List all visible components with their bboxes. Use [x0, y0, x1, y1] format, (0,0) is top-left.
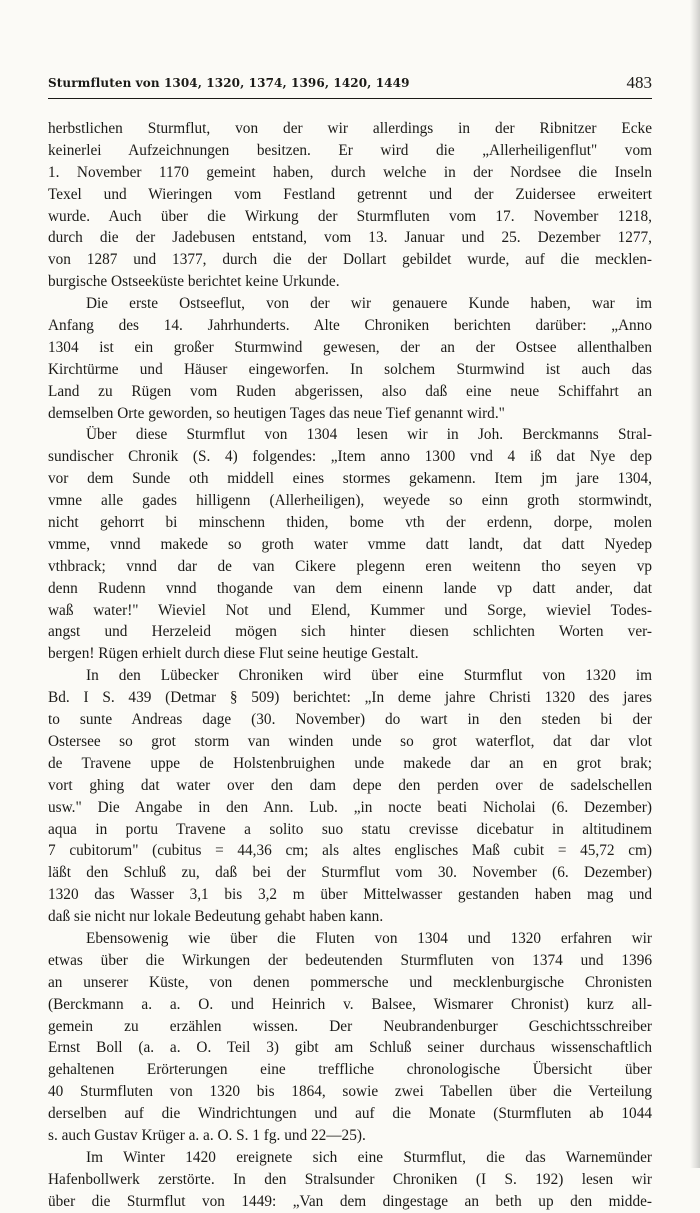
text-line: 7 cubitorum" (cubitus = 44,36 cm; als altes englisches Maß cubit = 45,72 cm): [48, 842, 652, 860]
text-line: usw." Die Angabe in den Ann. Lub. „in nocte beati Nicholai (6. Dezember): [48, 798, 652, 816]
text-line: von 1287 und 1377, durch die der Dollart gebildet wurde, auf die mecklen-: [48, 251, 652, 269]
page-number: 483: [626, 73, 652, 92]
text-line: Hafenbollwerk zerstörte. In den Stralsunder Chroniken (I S. 192) lesen wir: [48, 1170, 652, 1188]
text-line: 1. November 1170 gemeint haben, durch welche in der Nordsee die Inseln: [48, 163, 652, 181]
text-line: aqua in portu Travene a solito suo statu crevisse dicebatur in altitudinem: [48, 820, 652, 838]
text-line: 1320 das Wasser 3,1 bis 3,2 m über Mittelwasser gestanden haben mag und: [48, 886, 652, 904]
text-line: Ebensowenig wie über die Fluten von 1304 und 1320 erfahren wir: [86, 929, 652, 947]
text-line: vmne alle gades hilligenn (Allerheiligen), weyede so einn groth stormwindt,: [48, 492, 652, 510]
text-line: durch die der Jadebusen entstand, vom 13. Januar und 25. Dezember 1277,: [48, 229, 652, 247]
text-line: etwas über die Wirkungen der bedeutenden Sturmfluten von 1374 und 1396: [48, 951, 652, 969]
text-line: vthbrack; vnnd dar de van Cikere plegenn eren weitenn tho seyen vp: [48, 557, 652, 575]
text-line: daß sie nicht nur lokale Bedeutung gehabt haben kann.: [48, 908, 384, 926]
text-line: läßt den Schluß zu, daß bei der Sturmflut vom 30. November (6. Dezember): [48, 864, 652, 882]
text-line: 40 Sturmfluten von 1320 bis 1864, sowie zwei Tabellen über die Verteilung: [48, 1083, 652, 1101]
text-line: vort ghing dat water over den dam depe den perden over de sadelschellen: [48, 776, 652, 794]
paragraph: [48, 1147, 652, 1213]
text-line: 1304 ist ein großer Sturmwind gewesen, der an der Ostsee allenthalben: [48, 338, 652, 356]
text-line: nicht gehorrt bi minschenn thiden, bome vth der erdenn, dorpe, molen: [48, 514, 652, 532]
text-line: Ostersee so grot storm van winden unde so grot waterflot, dat dar vlot: [48, 732, 652, 750]
page-edge-shadow: [690, 0, 700, 1168]
page-header: [48, 73, 652, 98]
text-line: demselben Orte geworden, so heutigen Tages das neue Tief genannt wird.": [48, 404, 505, 422]
running-title: Sturmfluten von 1304, 1320, 1374, 1396, 1420, 1449: [48, 76, 410, 90]
text-line: Über diese Sturmflut von 1304 lesen wir in Joh. Berckmanns Stral-: [86, 426, 652, 444]
text-line: wurde. Auch über die Wirkung der Sturmfluten vom 17. November 1218,: [48, 207, 652, 225]
paragraph: [48, 928, 652, 1147]
text-line: Land zu Rügen vom Ruden abgerissen, also daß eine neue Schiffahrt an: [48, 382, 652, 400]
text-line: Anfang des 14. Jahrhunderts. Alte Chroniken berichten darüber: „Anno: [48, 317, 652, 335]
text-line: waß water!" Wieviel Not und Elend, Kummer und Sorge, wieviel Todes-: [48, 601, 652, 619]
text-line: vor dem Sunde oth middell eines stormes gekamenn. Item jm jare 1304,: [48, 470, 652, 488]
text-line: über die Sturmflut von 1449: „Van dem dingestage an beth up den midde-: [48, 1192, 652, 1210]
text-line: s. auch Gustav Krüger a. a. O. S. 1 fg. und 22—25).: [48, 1126, 366, 1144]
text-line: sundischer Chronik (S. 4) folgendes: „Item anno 1300 vnd 4 iß dat Nye dep: [48, 448, 652, 466]
paragraph: [48, 118, 652, 293]
text-line: burgische Ostseeküste berichtet keine Urkunde.: [48, 273, 340, 291]
text-line: herbstlichen Sturmflut, von der wir allerdings in der Ribnitzer Ecke: [48, 120, 652, 137]
body-text: [48, 118, 652, 1213]
text-line: In den Lübecker Chroniken wird über eine Sturmflut von 1320 im: [86, 667, 652, 685]
text-line: vmme, vnnd makede so groth water vmme datt landt, dat datt Nyedep: [48, 535, 652, 553]
text-line: (Berckmann a. a. O. und Heinrich v. Balsee, Wismarer Chronist) kurz all-: [48, 995, 652, 1013]
text-line: Bd. I S. 439 (Detmar § 509) berichtet: „In deme jahre Christi 1320 des jares: [48, 689, 652, 707]
text-line: gehaltenen Erörterungen eine treffliche chronologische Übersicht über: [48, 1061, 652, 1079]
paragraph: [48, 424, 652, 665]
text-line: Die erste Ostseeflut, von der wir genauere Kunde haben, war im: [86, 295, 652, 313]
text-line: Kirchtürme und Häuser eingeworfen. In solchem Sturmwind ist auch das: [48, 360, 652, 378]
header-rule: [48, 98, 652, 99]
text-line: bergen! Rügen erhielt durch diese Flut seine heutige Gestalt.: [48, 645, 419, 663]
paragraph: [48, 293, 652, 424]
text-line: to sunte Andreas dage (30. November) do wart in den steden bi der: [48, 711, 652, 729]
text-line: keinerlei Aufzeichnungen besitzen. Er wird die „Allerheiligenflut" vom: [48, 141, 652, 159]
text-line: denn Rudenn vnnd thogande van dem einenn lande vp datt ander, dat: [48, 579, 652, 597]
text-line: angst und Herzeleid mögen sich hinter diesen schlichten Worten ver-: [48, 623, 652, 641]
text-line: Texel und Wieringen vom Festland getrennt und der Zuidersee erweitert: [48, 185, 652, 203]
text-line: de Travene uppe de Holstenbruighen unde makede dar an en grot brak;: [48, 754, 652, 772]
text-line: Ernst Boll (a. a. O. Teil 3) gibt am Schluß seiner durchaus wissenschaftlich: [48, 1039, 652, 1057]
text-line: an unserer Küste, von denen pommersche und mecklenburgische Chronisten: [48, 973, 652, 991]
text-line: Im Winter 1420 ereignete sich eine Sturmflut, die das Warnemünder: [86, 1148, 652, 1166]
text-line: gemein zu erzählen wissen. Der Neubrandenburger Geschichtsschreiber: [48, 1017, 652, 1035]
text-line: derselben auf die Windrichtungen und auf die Monate (Sturmfluten ab 1044: [48, 1105, 652, 1123]
paragraph: [48, 665, 652, 928]
